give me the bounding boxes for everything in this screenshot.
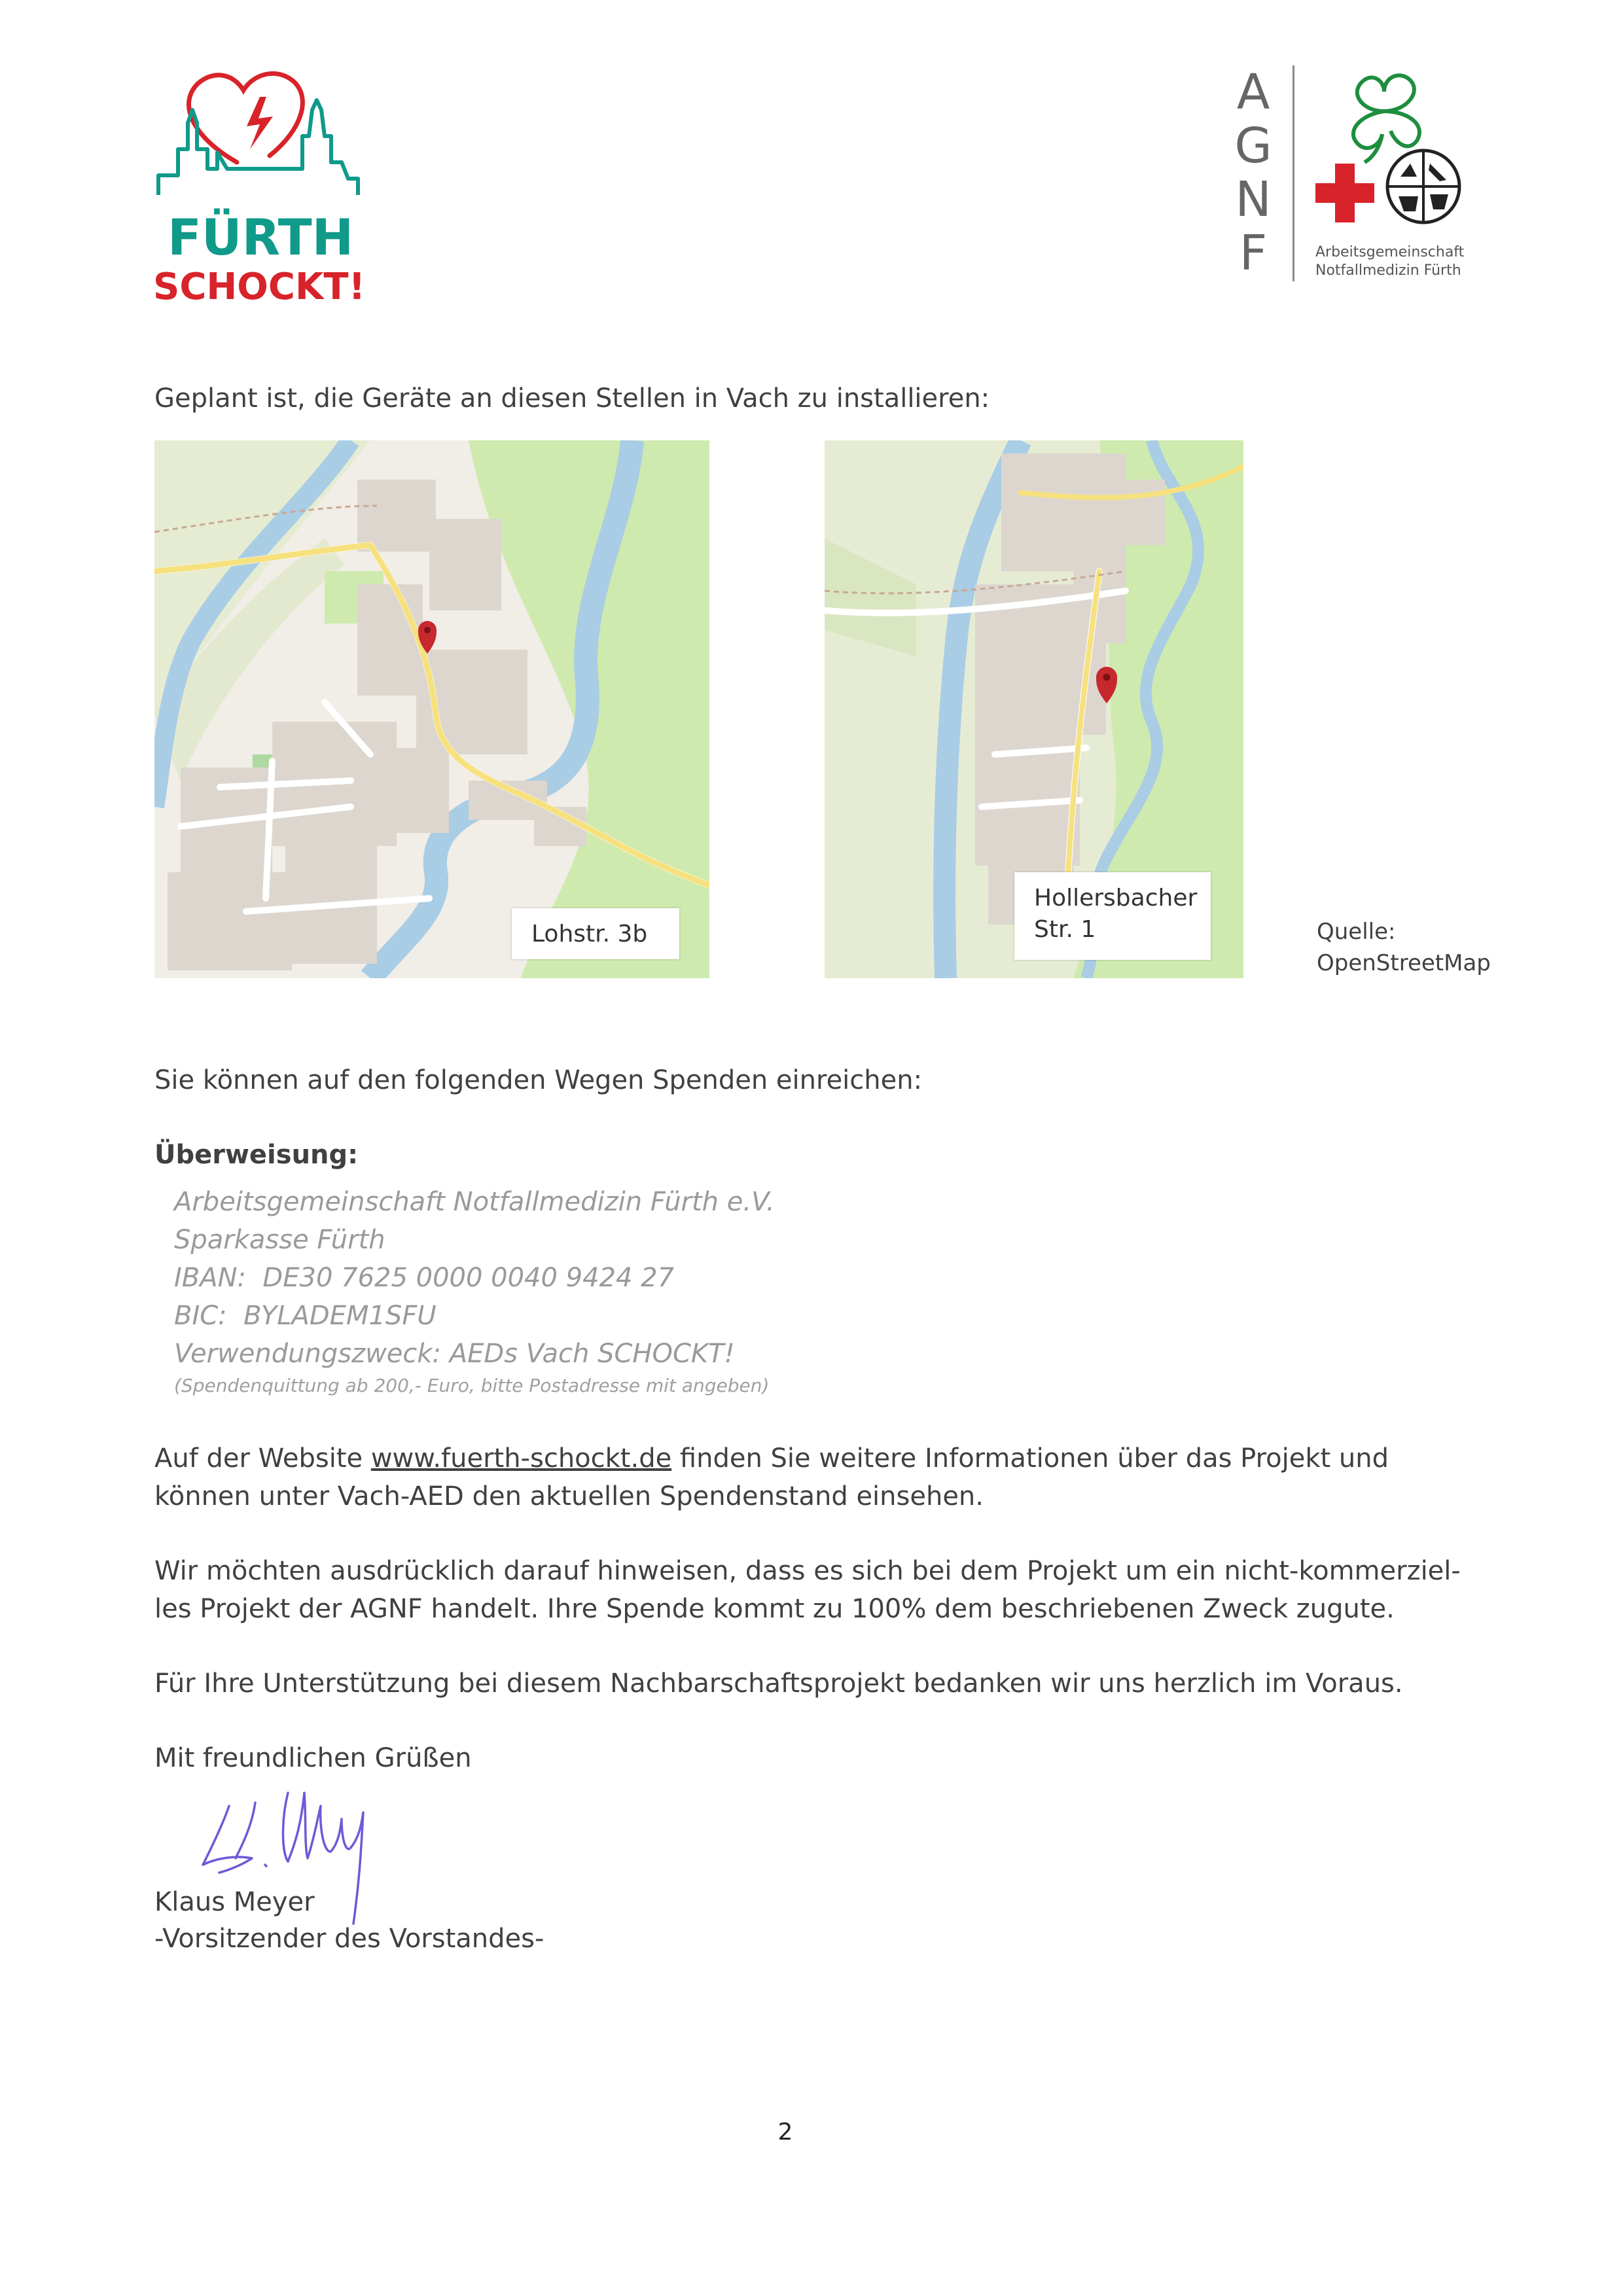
agnf-letter-n: N xyxy=(1235,171,1272,228)
signer-title: -Vorsitzender des Vorstandes- xyxy=(154,1924,544,1954)
map-hollersbacher-strasse xyxy=(825,440,1243,978)
website-paragraph xyxy=(154,1439,1489,1515)
source-label: Quelle: xyxy=(1317,919,1396,945)
bank-iban: IBAN: DE30 7625 0000 0040 9424 27 xyxy=(174,1263,675,1293)
logo-fuerth-text: FÜRTH xyxy=(168,208,354,266)
website-link[interactable]: www.fuerth-schockt.de xyxy=(370,1443,672,1474)
fuerth-schockt-logo xyxy=(152,64,374,332)
agnf-org-line2: Notfallmedizin Fürth xyxy=(1315,262,1461,279)
bank-purpose: Verwendungszweck: AEDs Vach SCHOCKT! xyxy=(174,1339,735,1369)
website-line2: können unter Vach-AED den aktuellen Spendenstand einsehen. xyxy=(154,1481,984,1511)
agnf-org-line1: Arbeitsgemeinschaft xyxy=(1315,244,1465,260)
website-text-after: finden Sie weitere Informationen über das Projekt und xyxy=(671,1443,1389,1474)
donate-intro-text: Sie können auf den folgenden Wegen Spenden einreichen: xyxy=(154,1065,923,1095)
agnf-org-name xyxy=(1315,243,1464,280)
agnf-letter-f: F xyxy=(1239,225,1268,281)
bank-bic: BIC: BYLADEM1SFU xyxy=(174,1301,437,1331)
notice-paragraph xyxy=(154,1552,1489,1628)
bank-details xyxy=(174,1183,775,1399)
bank-name: Sparkasse Fürth xyxy=(174,1225,385,1255)
bank-receipt-note: (Spendenquittung ab 200,- Euro, bitte Postadresse mit angeben) xyxy=(174,1375,770,1396)
agnf-letter-a: A xyxy=(1236,64,1270,120)
signer-name: Klaus Meyer xyxy=(154,1887,315,1917)
heart-skyline-icon xyxy=(152,64,374,202)
red-cross-icon xyxy=(1315,164,1374,222)
agnf-letters xyxy=(1230,65,1276,280)
website-line1 xyxy=(154,1439,1489,1477)
thanks-text: Für Ihre Unterstützung bei diesem Nachbarschaftsprojekt bedanken wir uns herzlich im Voraus. xyxy=(154,1669,1403,1699)
map-callout-lohstrasse: Lohstr. 3b xyxy=(512,908,679,959)
logo-schockt-text: SCHOCKT! xyxy=(153,266,366,308)
website-text-before: Auf der Website xyxy=(154,1443,371,1474)
bank-recipient: Arbeitsgemeinschaft Notfallmedizin Fürth e.V. xyxy=(174,1187,775,1217)
map-source xyxy=(1317,916,1491,979)
notice-line2: les Projekt der AGNF handelt. Ihre Spende kommt zu 100% dem beschriebenen Zweck zugute. xyxy=(154,1594,1395,1624)
transfer-heading: Überweisung: xyxy=(154,1140,359,1170)
source-value: OpenStreetMap xyxy=(1317,950,1491,976)
agnf-letter-g: G xyxy=(1234,118,1272,174)
map-callout-hollersbacher: Hollersbacher Str. 1 xyxy=(1014,872,1211,960)
intro-text: Geplant ist, die Geräte an diesen Stellen in Vach zu installieren: xyxy=(154,383,990,414)
page-number: 2 xyxy=(777,2119,793,2146)
map-lohstrasse xyxy=(154,440,709,978)
emergency-emblem-icon xyxy=(1384,147,1463,226)
closing-text: Mit freundlichen Grüßen xyxy=(154,1743,472,1773)
agnf-divider xyxy=(1293,65,1294,281)
agnf-logo xyxy=(1230,65,1479,288)
notice-line1: Wir möchten ausdrücklich darauf hinweisen, dass es sich bei dem Projekt um ein nicht-kommerziel- xyxy=(154,1556,1461,1586)
